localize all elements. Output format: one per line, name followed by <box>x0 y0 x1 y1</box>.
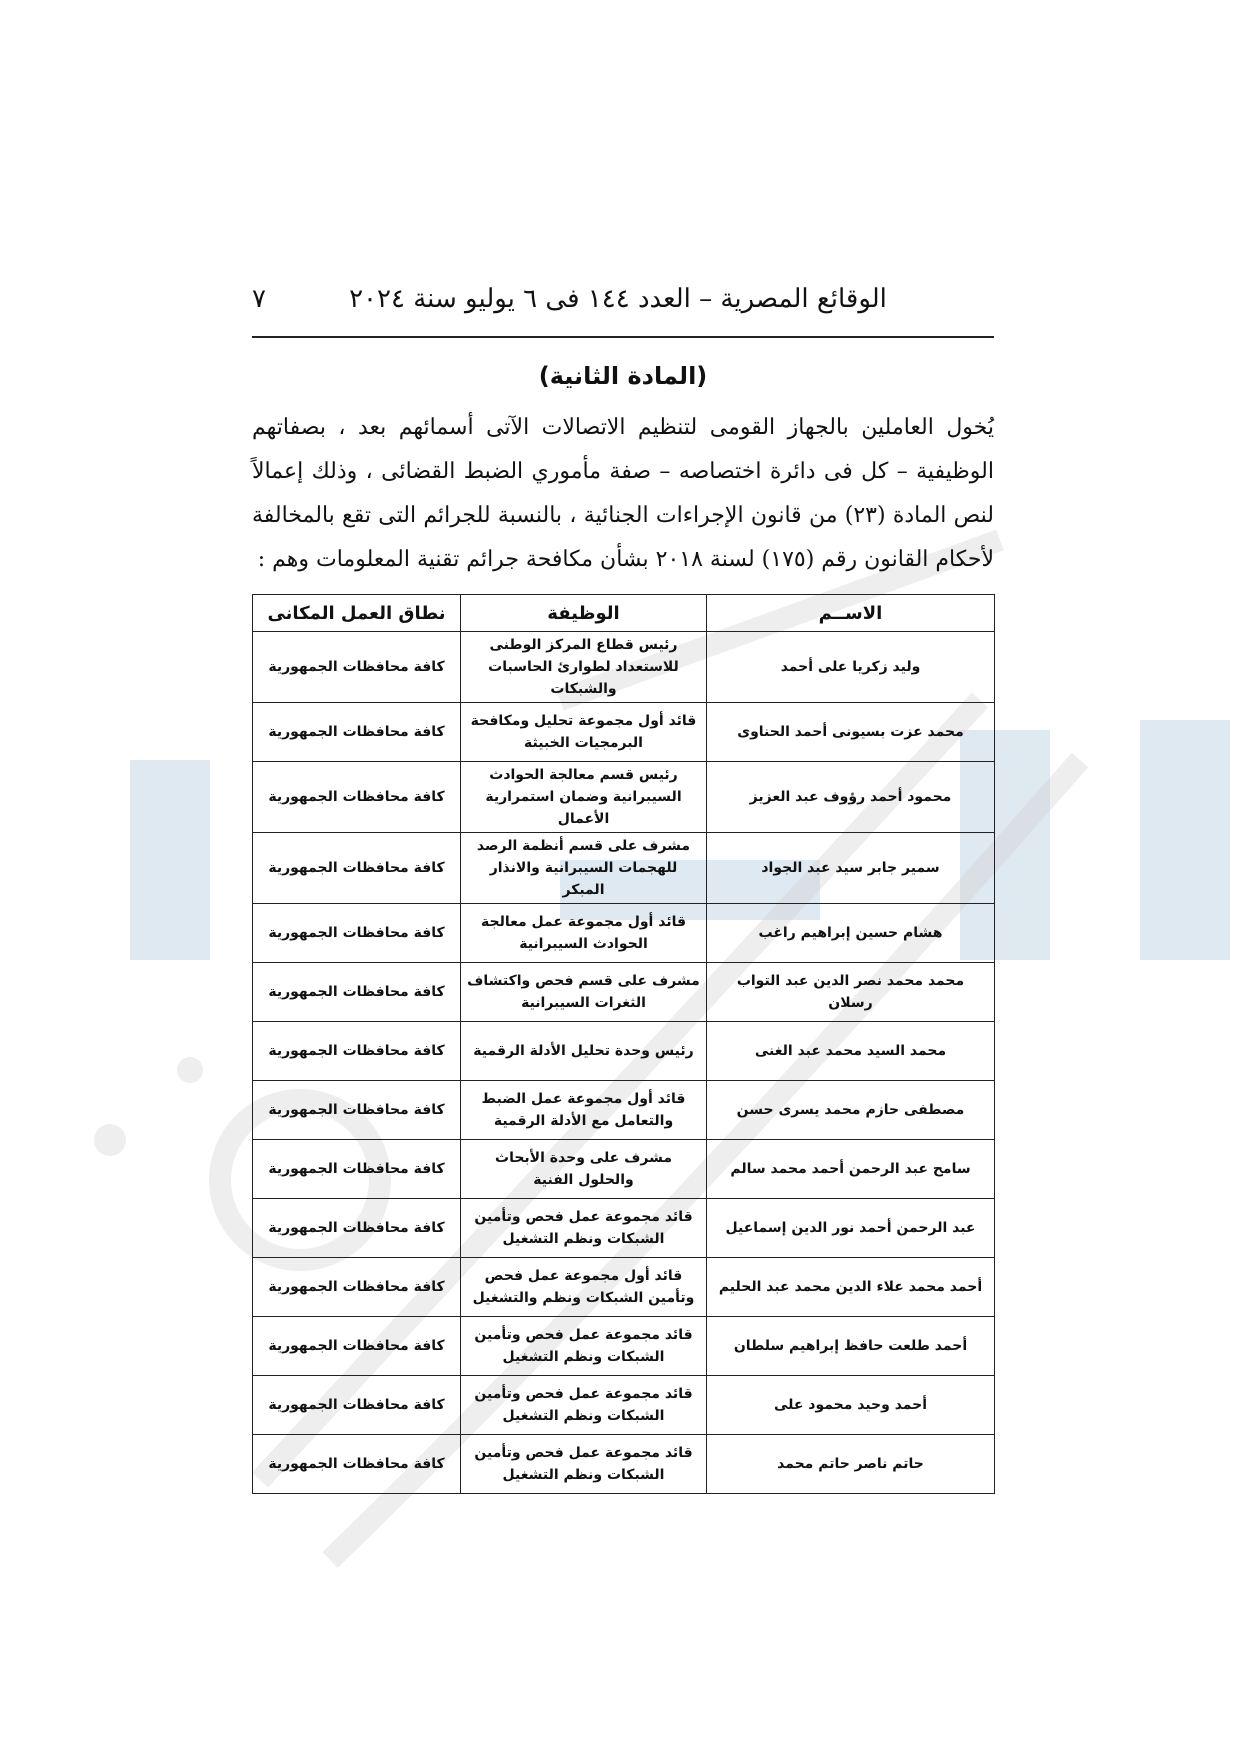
table-row <box>253 703 995 762</box>
cell-name: أحمد محمد علاء الدين محمد عبد الحليم <box>707 1258 995 1317</box>
cell-scope: كافة محافظات الجمهورية <box>253 1258 461 1317</box>
cell-scope: كافة محافظات الجمهورية <box>253 904 461 963</box>
cell-job: مشرف على قسم فحص واكتشاف الثغرات السيبرانية <box>461 963 707 1022</box>
cell-name: محمد السيد محمد عبد الغنى <box>707 1022 995 1081</box>
header-scope: نطاق العمل المكانى <box>253 595 461 632</box>
cell-job: قائد مجموعة عمل فحص وتأمين الشبكات ونظم التشغيل <box>461 1317 707 1376</box>
watermark-dots <box>94 1057 203 1156</box>
cell-job: رئيس قطاع المركز الوطنى للاستعداد لطوارئ الحاسبات والشبكات <box>461 632 707 703</box>
cell-job: قائد مجموعة عمل فحص وتأمين الشبكات ونظم التشغيل <box>461 1199 707 1258</box>
page-number: ٧ <box>252 284 266 314</box>
cell-scope: كافة محافظات الجمهورية <box>253 833 461 904</box>
table-row <box>253 1081 995 1140</box>
cell-job: قائد أول مجموعة تحليل ومكافحة البرمجيات الخبيثة <box>461 703 707 762</box>
cell-scope: كافة محافظات الجمهورية <box>253 762 461 833</box>
cell-job: قائد مجموعة عمل فحص وتأمين الشبكات ونظم التشغيل <box>461 1376 707 1435</box>
table-row <box>253 1140 995 1199</box>
cell-job: مشرف على وحدة الأبحاث والحلول الفنية <box>461 1140 707 1199</box>
table-header-row <box>253 595 995 632</box>
page-header <box>252 278 994 338</box>
cell-job: قائد مجموعة عمل فحص وتأمين الشبكات ونظم التشغيل <box>461 1435 707 1494</box>
table-row <box>253 833 995 904</box>
header-job: الوظيفة <box>461 595 707 632</box>
staff-table <box>252 594 995 1494</box>
cell-name: محمد محمد نصر الدين عبد التواب رسلان <box>707 963 995 1022</box>
cell-scope: كافة محافظات الجمهورية <box>253 1140 461 1199</box>
gazette-title: الوقائع المصرية – العدد ١٤٤ فى ٦ يوليو سنة ٢٠٢٤ <box>349 284 887 314</box>
cell-job: قائد أول مجموعة عمل معالجة الحوادث السيبرانية <box>461 904 707 963</box>
table-row <box>253 762 995 833</box>
header-divider <box>252 336 994 338</box>
cell-job: مشرف على قسم أنظمة الرصد للهجمات السيبرانية والانذار المبكر <box>461 833 707 904</box>
table-row <box>253 963 995 1022</box>
cell-scope: كافة محافظات الجمهورية <box>253 1317 461 1376</box>
table-row <box>253 1435 995 1494</box>
cell-scope: كافة محافظات الجمهورية <box>253 632 461 703</box>
cell-scope: كافة محافظات الجمهورية <box>253 1376 461 1435</box>
table-row <box>253 904 995 963</box>
article-paragraph: يُخول العاملين بالجهاز القومى لتنظيم الاتصالات الآتى أسمائهم بعد ، بصفاتهم الوظيفية – كل فى دائرة اختصاصه – صفة مأموري الضبط القضائى ، وذلك إعمالاً لنص المادة (٢٣) من قانون الإجراءات الجنائية ، بالنسبة للجرائم التى تقع بالمخالفة لأحكام القانون رقم (١٧٥) لسنة ٢٠١٨ بشأن مكافحة جرائم تقنية المعلومات وهم : <box>252 415 994 572</box>
cell-name: سامح عبد الرحمن أحمد محمد سالم <box>707 1140 995 1199</box>
table-row <box>253 1258 995 1317</box>
cell-name: أحمد وحيد محمود على <box>707 1376 995 1435</box>
cell-name: حاتم ناصر حاتم محمد <box>707 1435 995 1494</box>
cell-scope: كافة محافظات الجمهورية <box>253 1022 461 1081</box>
cell-scope: كافة محافظات الجمهورية <box>253 1081 461 1140</box>
table-row <box>253 1317 995 1376</box>
cell-name: مصطفى حازم محمد يسرى حسن <box>707 1081 995 1140</box>
table-row <box>253 1022 995 1081</box>
cell-job: رئيس وحدة تحليل الأدلة الرقمية <box>461 1022 707 1081</box>
cell-name: محمود أحمد رؤوف عبد العزيز <box>707 762 995 833</box>
cell-job: رئيس قسم معالجة الحوادث السيبرانية وضمان استمرارية الأعمال <box>461 762 707 833</box>
cell-name: أحمد طلعت حافظ إبراهيم سلطان <box>707 1317 995 1376</box>
table-row <box>253 1376 995 1435</box>
cell-name: هشام حسين إبراهيم راغب <box>707 904 995 963</box>
header-name: الاســم <box>707 595 995 632</box>
cell-scope: كافة محافظات الجمهورية <box>253 1199 461 1258</box>
article-heading: (المادة الثانية) <box>538 362 708 390</box>
table-row <box>253 632 995 703</box>
cell-job: قائد أول مجموعة عمل فحص وتأمين الشبكات ونظم والتشغيل <box>461 1258 707 1317</box>
cell-job: قائد أول مجموعة عمل الضبط والتعامل مع الأدلة الرقمية <box>461 1081 707 1140</box>
cell-name: محمد عزت بسيونى أحمد الحناوى <box>707 703 995 762</box>
article-body <box>252 406 994 582</box>
cell-scope: كافة محافظات الجمهورية <box>253 963 461 1022</box>
cell-scope: كافة محافظات الجمهورية <box>253 703 461 762</box>
cell-name: عبد الرحمن أحمد نور الدين إسماعيل <box>707 1199 995 1258</box>
cell-name: وليد زكريا على أحمد <box>707 632 995 703</box>
cell-name: سمير جابر سيد عبد الجواد <box>707 833 995 904</box>
table-row <box>253 1199 995 1258</box>
cell-scope: كافة محافظات الجمهورية <box>253 1435 461 1494</box>
